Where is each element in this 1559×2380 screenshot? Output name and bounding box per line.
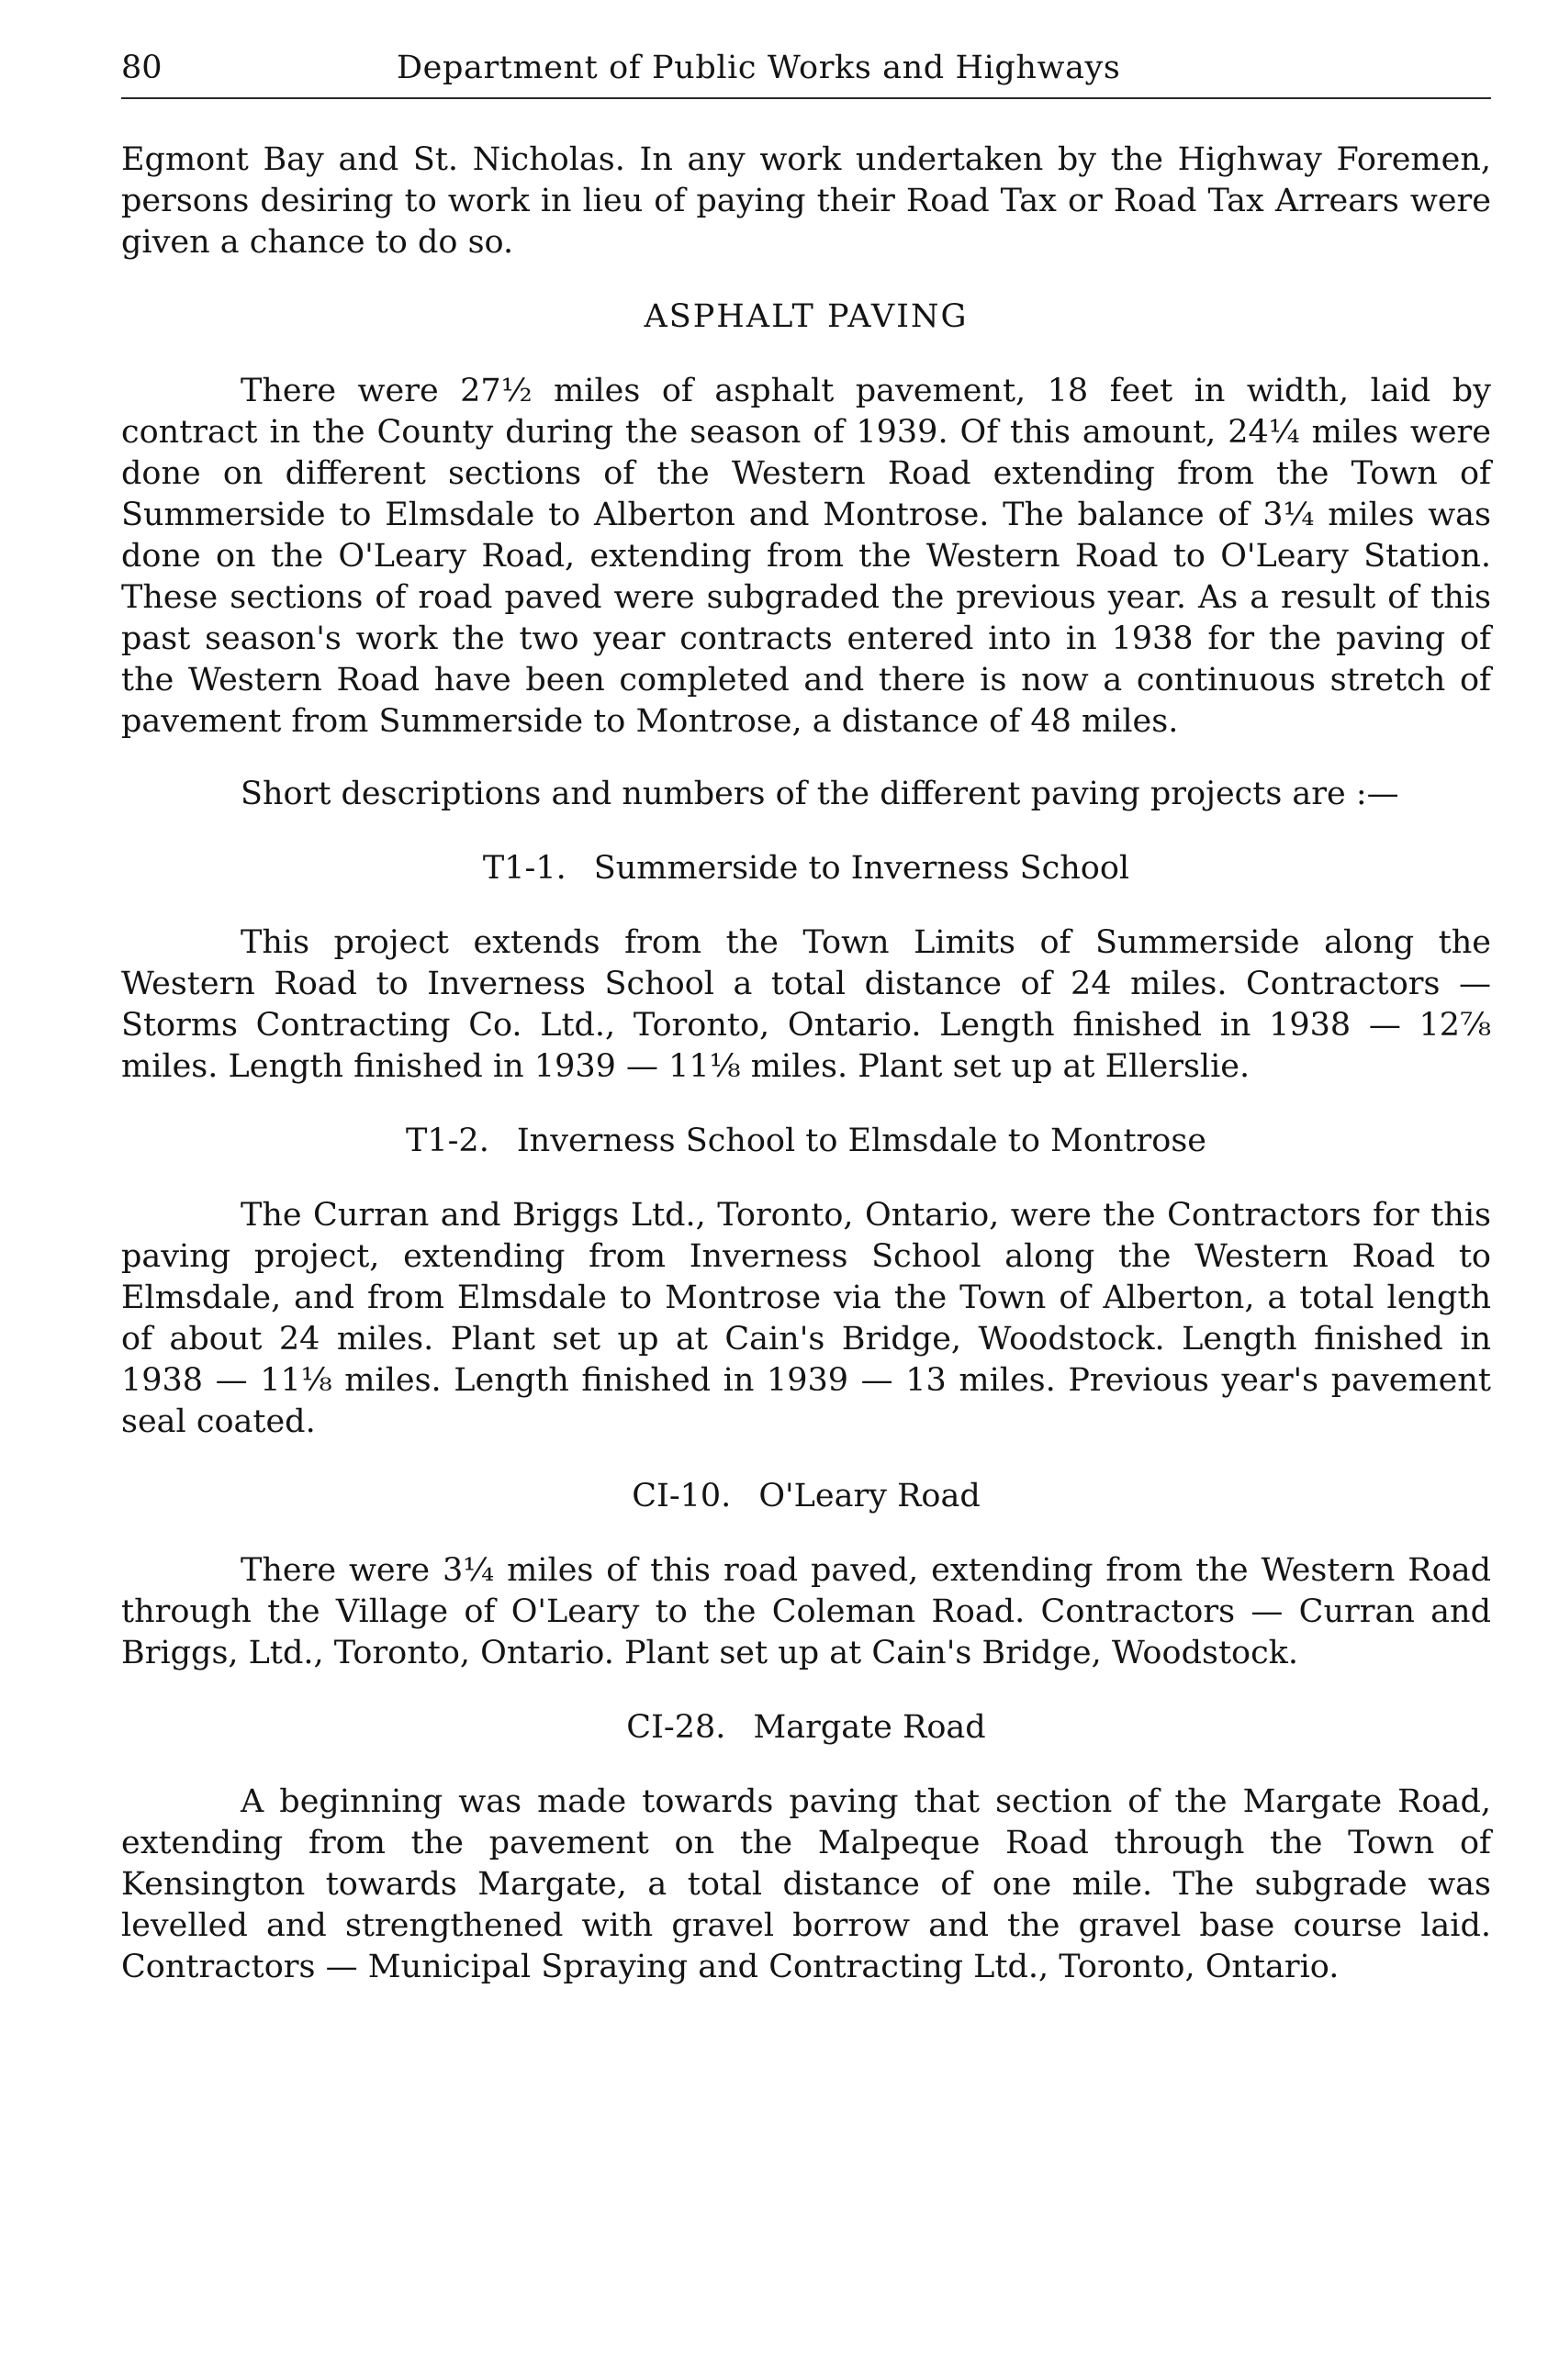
project-name: O'Leary Road (758, 1478, 981, 1514)
intro-paragraph: Egmont Bay and St. Nicholas. In any work undertaken by the Highway Foremen, persons desiring to work in lieu of paying their Road Tax or Road Tax Arrears were given a chance to do so. (121, 141, 1491, 261)
project-name: Inverness School to Elmsdale to Montrose (516, 1123, 1207, 1159)
project-heading-ci-10 (121, 1476, 1491, 1517)
project-body-t1-1: This project extends from the Town Limits of Summerside along the Western Road to Inverness School a total distance of 24 miles. Contractors — Storms Contracting Co. Ltd., Toronto, Ontario. Length finished in 1938 — 12⅞ miles. Length finished in 1939 — 11⅛ miles. Plant set up at Ellerslie. (121, 924, 1491, 1085)
running-header (121, 48, 1491, 99)
project-code: CI-28. (626, 1709, 726, 1746)
asphalt-paving-paragraph: There were 27½ miles of asphalt pavement, 18 feet in width, laid by contract in the County during the season of 1939. Of this amount, 24¼ miles were done on different sections of the Western Road extending from the Town of Summerside to Elmsdale to Alberton and Montrose. The balance of 3¼ miles was done on the O'Leary Road, extending from the Western Road to O'Leary Station. These sections of road paved were subgraded the previous year. As a result of this past season's work the two year contracts entered into in 1938 for the paving of the Western Road have been completed and there is now a continuous stretch of pavement from Summerside to Montrose, a distance of 48 miles. (121, 373, 1491, 740)
project-list-intro: Short descriptions and numbers of the different paving projects are :— (241, 776, 1399, 812)
project-code: CI-10. (632, 1478, 732, 1514)
project-heading-ci-28 (121, 1707, 1491, 1749)
running-title: Department of Public Works and Highways (397, 50, 1121, 86)
project-heading-t1-2 (121, 1121, 1491, 1162)
page-number: 80 (121, 50, 163, 86)
project-body-ci-10: There were 3¼ miles of this road paved, extending from the Western Road through the Village of O'Leary to the Coleman Road. Contractors — Curran and Briggs, Ltd., Toronto, Ontario. Plant set up at Cain's Bridge, Woodstock. (121, 1552, 1491, 1671)
section-heading-asphalt-paving: ASPHALT PAVING (644, 298, 969, 335)
project-body-t1-2: The Curran and Briggs Ltd., Toronto, Ontario, were the Contractors for this paving project, extending from Inverness School along the Western Road to Elmsdale, and from Elmsdale to Montrose via the Town of Alberton, a total length of about 24 miles. Plant set up at Cain's Bridge, Woodstock. Length finished in 1938 — 11⅛ miles. Length finished in 1939 — 13 miles. Previous year's pavement seal coated. (121, 1197, 1491, 1440)
project-heading-t1-1 (121, 848, 1491, 889)
document-page (121, 48, 1491, 1988)
project-code: T1-1. (482, 850, 566, 887)
project-name: Margate Road (753, 1709, 986, 1746)
project-body-ci-28: A beginning was made towards paving that section of the Margate Road, extending from the pavement on the Malpeque Road through the Town of Kensington towards Margate, a total distance of one mile. The subgrade was levelled and strengthened with gravel borrow and the gravel base course laid. Contractors — Municipal Spraying and Contracting Ltd., Toronto, Ontario. (121, 1783, 1491, 1985)
project-name: Summerside to Inverness School (593, 850, 1130, 887)
project-code: T1-2. (405, 1123, 489, 1159)
